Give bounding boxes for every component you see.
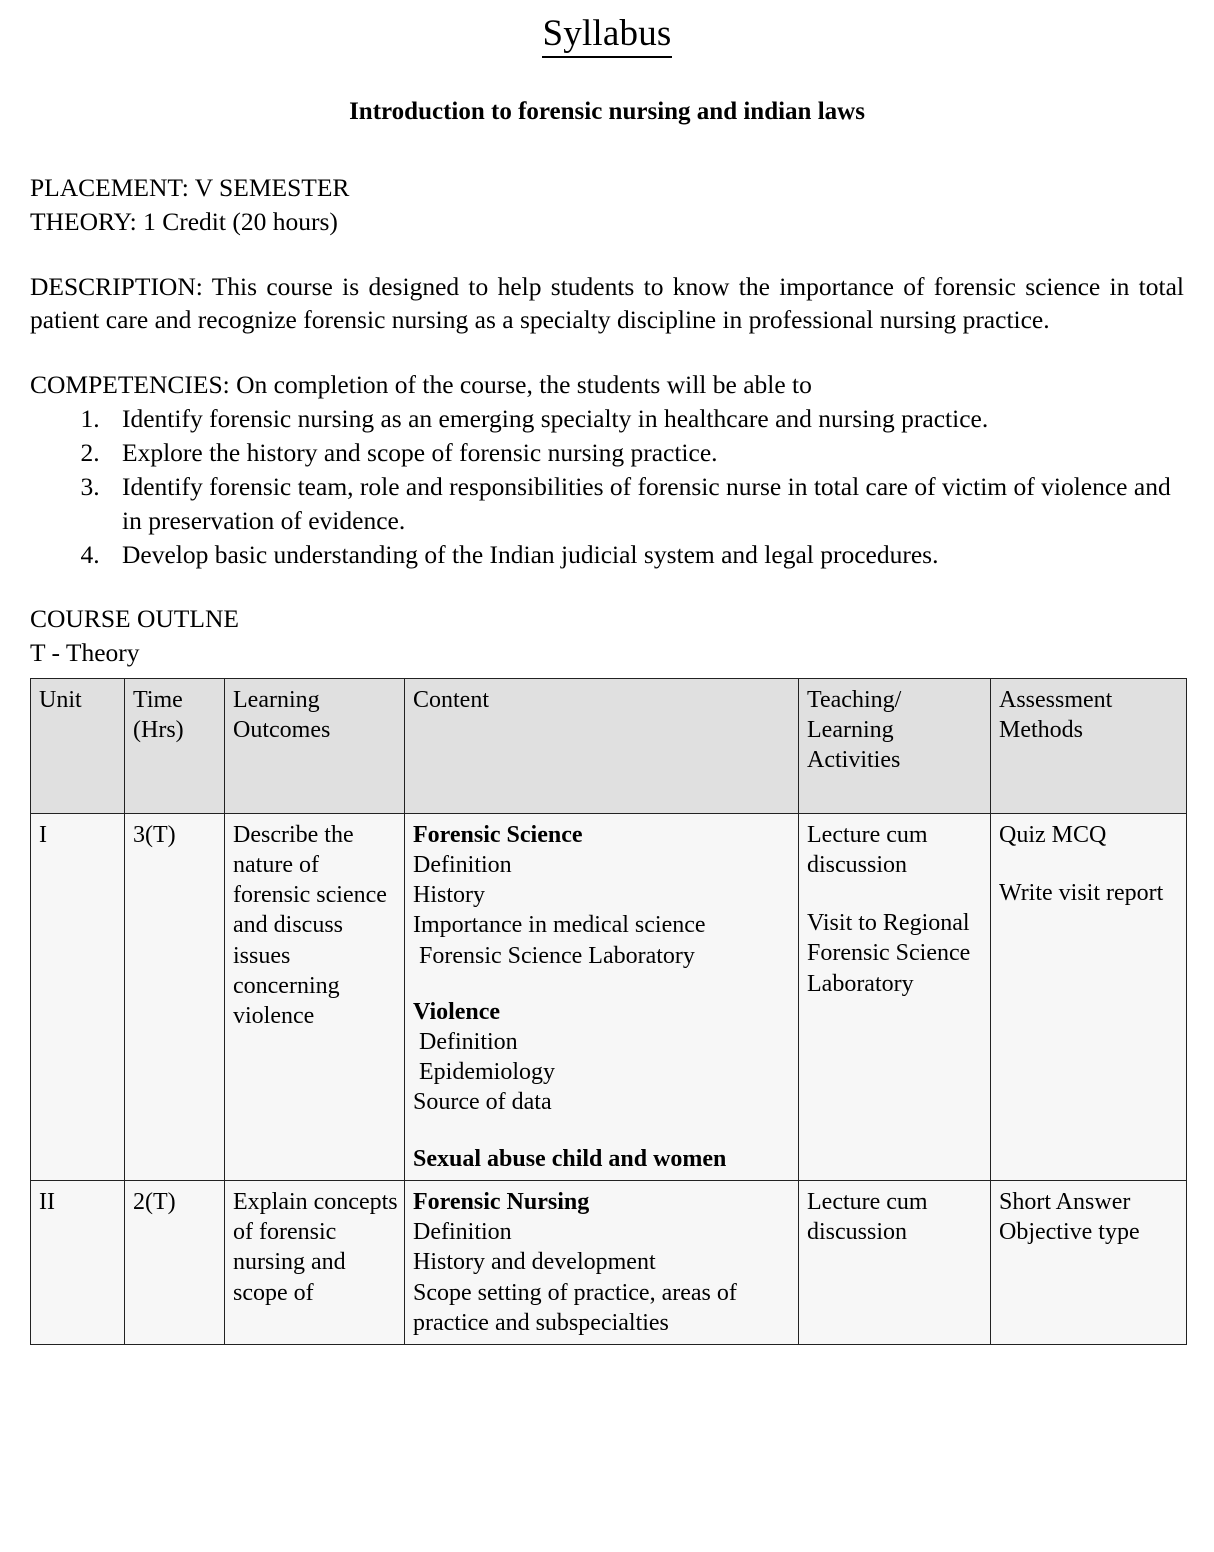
- document-page: [0, 14, 1214, 1552]
- content-line: History: [413, 882, 485, 909]
- cell-assessment-methods: [991, 813, 1187, 1180]
- content-line: Definition: [413, 1219, 512, 1246]
- content-group: [413, 1187, 792, 1338]
- list-item: 2. Explore the history and scope of forensic nursing practice.: [106, 436, 1184, 470]
- cell-assessment-methods: [991, 1180, 1187, 1344]
- course-outline-label: COURSE OUTLNE: [30, 603, 239, 633]
- theory-hours-line: THEORY: 1 Credit (20 hours): [30, 207, 338, 237]
- cell-content: [405, 813, 799, 1180]
- assessment-method: Write visit report: [999, 879, 1164, 906]
- theory-legend: T - Theory: [30, 637, 140, 667]
- content-group: [413, 997, 792, 1118]
- content-line: Definition: [413, 851, 512, 878]
- assessment-method: Short Answer Objective type: [999, 1188, 1140, 1246]
- competencies-intro: COMPETENCIES: On completion of the course, the students will be able to: [30, 370, 812, 400]
- teaching-activity: Lecture cum discussion: [807, 821, 928, 878]
- spacer: [999, 850, 1180, 878]
- list-item: 4. Develop basic understanding of the Indian judicial system and legal procedures.: [106, 538, 1184, 572]
- cell-content: [405, 1180, 799, 1344]
- column-header-content: Content: [405, 678, 799, 813]
- table-body: [31, 813, 1187, 1345]
- content-line: Epidemiology: [413, 1059, 555, 1086]
- content-group: [413, 820, 792, 971]
- course-outline-table: [30, 678, 1187, 1346]
- content-line: Scope setting of practice, areas of practice and subspecialties: [413, 1279, 737, 1336]
- table-row: [31, 1180, 1187, 1344]
- content-heading: Forensic Science: [413, 821, 583, 848]
- cell-unit: II: [31, 1180, 125, 1344]
- teaching-activity: Visit to Regional Forensic Science Laboratory: [807, 910, 971, 997]
- content-heading: Forensic Nursing: [413, 1188, 590, 1215]
- course-description: DESCRIPTION: This course is designed to help students to know the importance of forensic science in total patient care and recognize forensic nursing as a specialty discipline in professional nursing practice.: [30, 271, 1184, 335]
- cell-teaching-activities: [799, 813, 991, 1180]
- content-heading: Violence: [413, 998, 501, 1025]
- table-row: [31, 813, 1187, 1180]
- page-title-text: Syllabus: [542, 13, 671, 58]
- cell-time: 2(T): [125, 1180, 225, 1344]
- content-line: History and development: [413, 1249, 656, 1276]
- content-line: Forensic Science Laboratory: [413, 942, 695, 969]
- page-title: [30, 14, 1184, 55]
- column-header-unit: Unit: [31, 678, 125, 813]
- cell-learning-outcomes: Describe the nature of forensic science and discuss issues concerning violence: [225, 813, 405, 1180]
- cell-learning-outcomes: Explain concepts of forensic nursing and scope of: [225, 1180, 405, 1344]
- content-line: Importance in medical science: [413, 912, 706, 939]
- assessment-method: Quiz MCQ: [999, 821, 1107, 848]
- content-line: Source of data: [413, 1089, 552, 1116]
- table-header-row: [31, 678, 1187, 813]
- cell-teaching-activities: [799, 1180, 991, 1344]
- column-header-time: Time (Hrs): [125, 678, 225, 813]
- content-group: [413, 1144, 792, 1174]
- spacer: [807, 880, 984, 908]
- course-subtitle: Introduction to forensic nursing and indian laws: [349, 97, 865, 125]
- list-item: 3. Identify forensic team, role and responsibilities of forensic nurse in total care of victim of violence and in preservation of evidence.: [106, 470, 1184, 538]
- column-header-teaching-activities: Teaching/ Learning Activities: [799, 678, 991, 813]
- course-outline-section: [30, 602, 1184, 670]
- cell-time: 3(T): [125, 813, 225, 1180]
- placement-line: PLACEMENT: V SEMESTER: [30, 173, 350, 203]
- teaching-activity: Lecture cum discussion: [807, 1188, 928, 1246]
- cell-unit: I: [31, 813, 125, 1180]
- column-header-assessment-methods: Assessment Methods: [991, 678, 1187, 813]
- content-line: Definition: [413, 1028, 518, 1055]
- column-header-learning-outcomes: Learning Outcomes: [225, 678, 405, 813]
- competencies-list: [30, 402, 1184, 572]
- list-item: 1. Identify forensic nursing as an emerging specialty in healthcare and nursing practice.: [106, 402, 1184, 436]
- content-heading: Sexual abuse child and women: [413, 1145, 727, 1172]
- course-meta: [30, 171, 1184, 239]
